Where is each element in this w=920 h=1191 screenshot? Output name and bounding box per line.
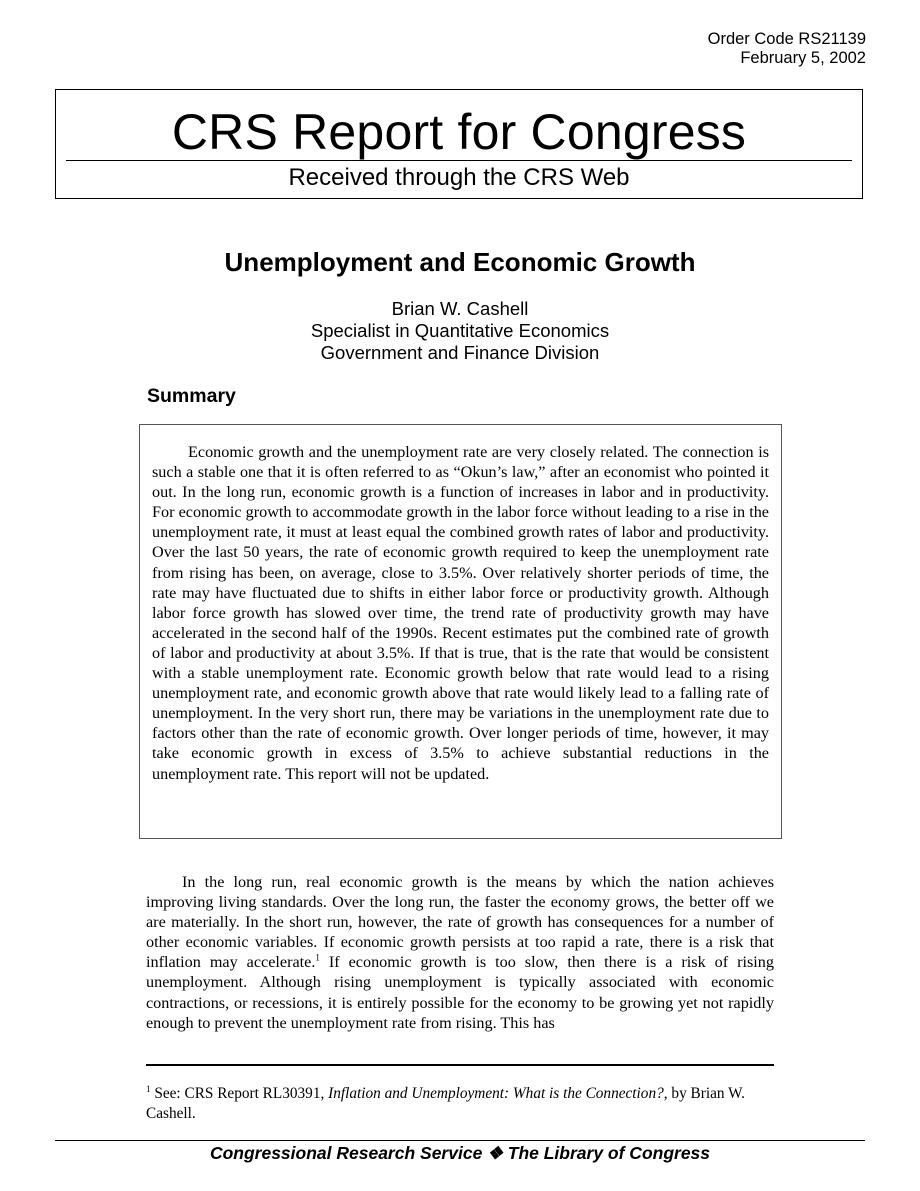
footnote-divider bbox=[146, 1064, 774, 1066]
summary-heading: Summary bbox=[147, 385, 236, 407]
banner-subtitle: Received through the CRS Web bbox=[288, 164, 630, 191]
order-code: Order Code RS21139 bbox=[707, 30, 866, 48]
banner-divider bbox=[66, 160, 852, 161]
footnote bbox=[146, 1084, 774, 1124]
footnote-prefix: See: CRS Report RL30391, bbox=[150, 1085, 329, 1102]
footer-divider bbox=[55, 1140, 865, 1141]
author-title: Specialist in Quantitative Economics bbox=[310, 320, 610, 341]
footnote-reference[interactable]: 1 bbox=[315, 952, 320, 963]
report-date: February 5, 2002 bbox=[740, 49, 866, 67]
report-banner bbox=[55, 89, 863, 199]
banner-title: CRS Report for Congress bbox=[171, 104, 747, 160]
order-code-block bbox=[708, 30, 866, 68]
footer-separator-icon: ❖ bbox=[487, 1143, 503, 1163]
author-name: Brian W. Cashell bbox=[391, 298, 529, 319]
body-text-part1: In the long run, real economic growth is the means by which the nation achieves improving living standards. Over the long run, the faster the economy grows, the better off we are materially. In the short run, however, the rate of growth has consequences for a number of other economic variables. If economic growth persists at too rapid a rate, there is a risk that inflation may accelerate. bbox=[146, 873, 774, 972]
footer-crs: Congressional Research Service bbox=[209, 1143, 483, 1163]
page-footer bbox=[0, 1142, 920, 1164]
body-paragraph bbox=[146, 872, 774, 1033]
author-division: Government and Finance Division bbox=[320, 342, 600, 363]
footnote-suffix: , by Brian W. Cashell. bbox=[146, 1085, 745, 1122]
summary-text: Economic growth and the unemployment rate are very closely related. The connection is such a stable one that it is often referred to as “Okun’s law,” after an economist who pointed it out. In the long run, economic growth is a function of increases in labor and in productivity. For economic growth to accommodate growth in the labor force without leading to a rise in the unemployment rate, it must at least equal the combined growth rates of labor and productivity. Over the last 50 years, the rate of economic growth required to keep the unemployment rate from rising has been, on average, close to 3.5%. Over relatively shorter periods of time, the rate may have fluctuated due to shifts in either labor force or productivity growth. Although labor force growth has slowed over time, the trend rate of productivity growth may have accelerated in the second half of the 1990s. Recent estimates put the combined rate of growth of labor and productivity at about 3.5%. If that is true, that is the rate that would be consistent with a stable unemployment rate. Economic growth below that rate would lead to a rising unemployment rate, and economic growth above that rate would likely lead to a falling rate of unemployment. In the very short run, there may be variations in the unemployment rate due to factors other than the rate of economic growth. Over longer periods of time, however, it may take economic growth in excess of 3.5% to achieve substantial reductions in the unemployment rate. This report will not be updated. bbox=[152, 443, 769, 783]
footnote-number: 1 bbox=[146, 1083, 151, 1094]
author-block bbox=[0, 298, 920, 364]
footnote-cited-title: Inflation and Unemployment: What is the Connection? bbox=[328, 1085, 664, 1102]
document-title: Unemployment and Economic Growth bbox=[224, 247, 696, 277]
footer-loc: The Library of Congress bbox=[507, 1143, 711, 1163]
body-text-part2: If economic growth is too slow, then there is a risk of rising unemployment. Although rising unemployment is typically associated with economic contractions, or recessions, it is entirely possible for the economy to be growing yet not rapidly enough to prevent the unemployment rate from rising. This has bbox=[146, 953, 774, 1032]
summary-box bbox=[139, 424, 782, 839]
